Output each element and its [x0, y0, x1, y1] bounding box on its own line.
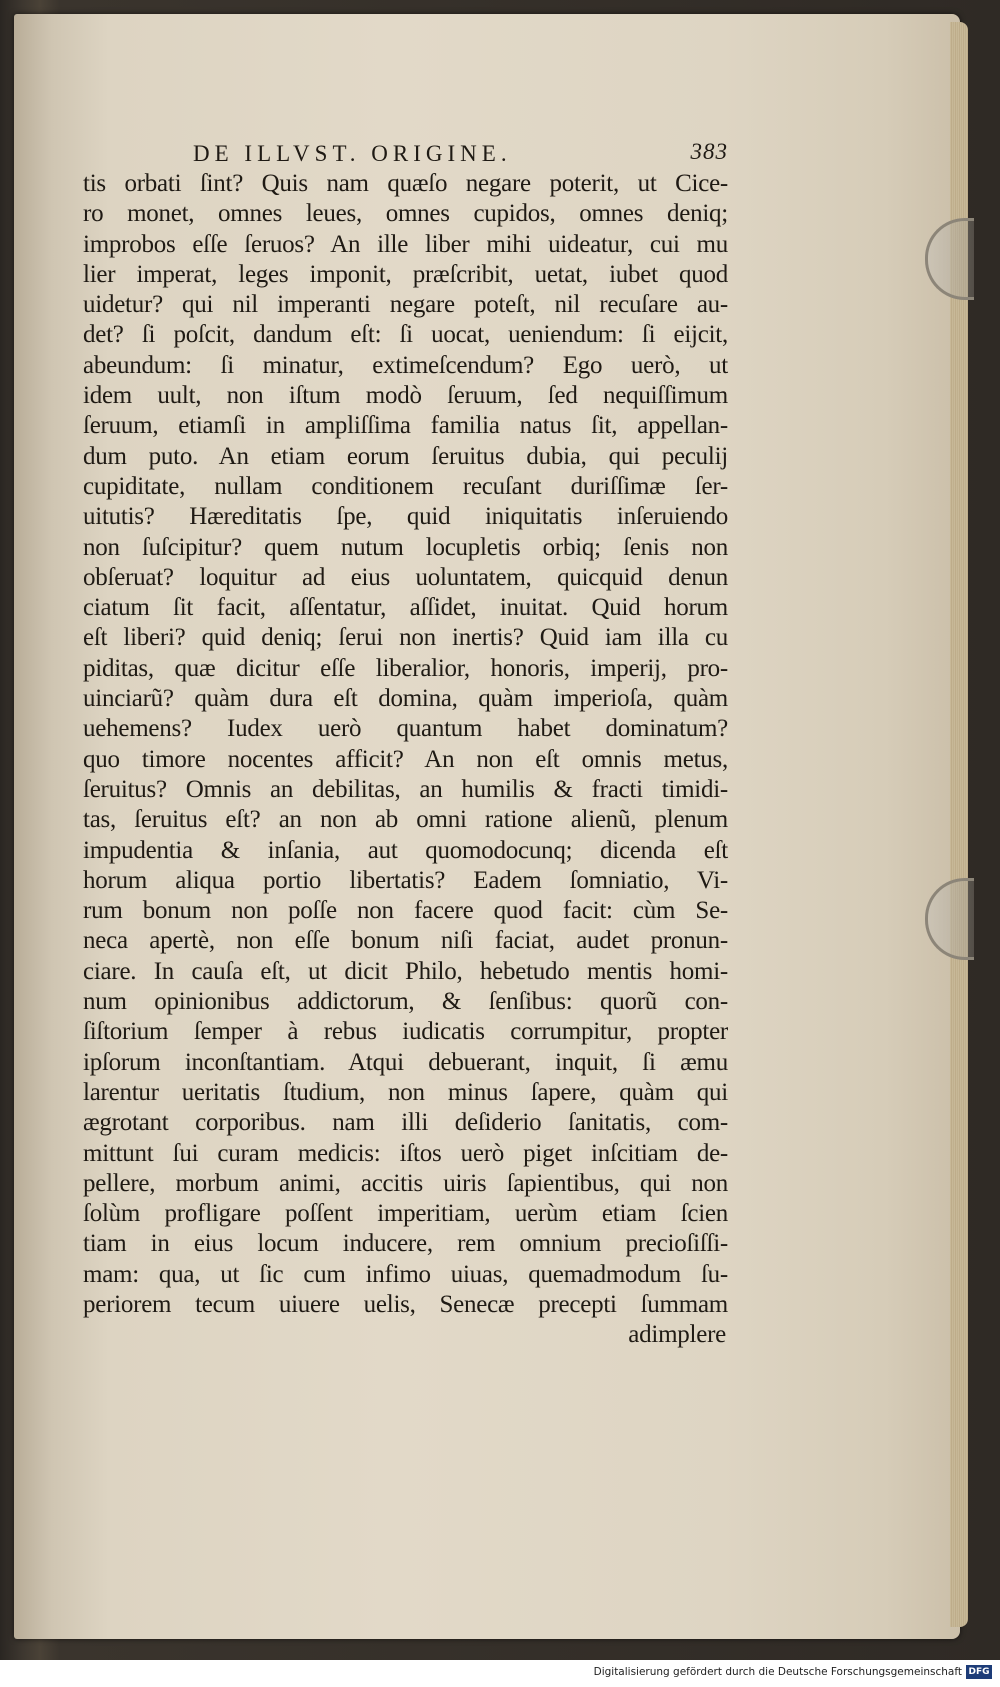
text-line: mam: qua, ut ſic cum infimo uiuas, quemadmodum ſu-: [83, 1260, 728, 1288]
text-line: uitutis? Hæreditatis ſpe, quid iniquitatis inſeruiendo: [83, 503, 728, 531]
text-line: tis orbati ſint? Quis nam quæſo negare poterit, ut Cice-: [83, 170, 728, 197]
text-line: lier imperat, leges imponit, præſcribit, uetat, iubet quod: [83, 260, 728, 288]
text-line: dum puto. An etiam eorum ſeruitus dubia, qui peculij: [83, 442, 728, 470]
text-line: tas, ſeruitus eſt? an non ab omni ratione alienũ, plenum: [83, 806, 728, 834]
text-line: tiam in eius locum inducere, rem omnium precioſiſſi-: [83, 1230, 728, 1258]
text-line: ciatum ſit facit, aſſentatur, aſſidet, inuitat. Quid horum: [83, 594, 728, 622]
footer-bar: [0, 1660, 1000, 1687]
text-line: impudentia & inſania, aut quomodocunq; dicenda eſt: [83, 836, 728, 864]
text-line: mittunt ſui curam medicis: iſtos uerò piget inſcitiam de-: [83, 1139, 728, 1167]
text-line: obſeruat? loquitur ad eius uoluntatem, quicquid denun: [83, 563, 728, 591]
text-line: horum aliqua portio libertatis? Eadem ſomniatio, Vi-: [83, 866, 728, 894]
text-line: ſiſtorium ſemper à rebus iudicatis corrumpitur, propter: [83, 1018, 728, 1046]
text-line: uidetur? qui nil imperanti negare poteſt, nil recuſare au-: [83, 291, 728, 319]
text-line: uehemens? Iudex uerò quantum habet dominatum?: [83, 715, 728, 743]
text-line: rum bonum non poſſe non facere quod facit: cùm Se-: [83, 897, 728, 925]
text-line: ægrotant corporibus. nam illi deſiderio ſanitatis, com-: [83, 1109, 728, 1137]
text-block: [83, 139, 728, 1351]
running-head-title: DE ILLVST. ORIGINE.: [193, 141, 512, 166]
text-line: det? ſi poſcit, dandum eſt: ſi uocat, ueniendum: ſi eijcit,: [83, 321, 728, 349]
text-line: periorem tecum uiuere uelis, Senecæ precepti ſummam: [83, 1290, 728, 1318]
footer-credit: Digitalisierung gefördert durch die Deutsche Forschungsgemeinschaft: [593, 1666, 962, 1678]
text-line: pellere, morbum animi, accitis uiris ſapientibus, qui non: [83, 1169, 728, 1197]
text-line: ſeruum, etiamſi in ampliſſima familia natus ſit, appellan-: [83, 412, 728, 440]
text-line: ſeruitus? Omnis an debilitas, an humilis & fracti timidi-: [83, 775, 728, 803]
page-number: 383: [690, 139, 728, 164]
text-line: piditas, quæ dicitur eſſe liberalior, honoris, imperij, pro-: [83, 654, 728, 682]
text-line: idem uult, non iſtum modò ſeruum, ſed nequiſſimum: [83, 382, 728, 410]
text-line: uinciarũ? quàm dura eſt domina, quàm imperioſa, quàm: [83, 685, 728, 713]
text-line: ipſorum inconſtantiam. Atqui debuerant, inquit, ſi æmu: [83, 1048, 728, 1076]
text-line: quo timore nocentes afficit? An non eſt omnis metus,: [83, 745, 728, 773]
dfg-logo-icon: DFG: [966, 1665, 992, 1679]
running-head: [83, 139, 728, 169]
text-line: larentur ueritatis ſtudium, non minus ſapere, quàm qui: [83, 1078, 728, 1106]
catchword: adimplere: [628, 1321, 726, 1349]
text-line: eſt liberi? quid deniq; ſerui non inertis? Quid iam illa cu: [83, 624, 728, 652]
text-line: abeundum: ſi minatur, extimeſcendum? Ego uerò, ut: [83, 351, 728, 379]
text-line: ro monet, omnes leues, omnes cupidos, omnes deniq;: [83, 200, 728, 228]
text-line: neca apertè, non eſſe bonum niſi faciat, audet pronun-: [83, 927, 728, 955]
text-line: cupiditate, nullam conditionem recuſant duriſſimæ ſer-: [83, 472, 728, 500]
text-line: ciare. In cauſa eſt, ut dicit Philo, hebetudo mentis homi-: [83, 957, 728, 985]
body-text: [83, 169, 728, 1320]
text-line: num opinionibus addictorum, & ſenſibus: quorũ con-: [83, 988, 728, 1016]
text-line: ſolùm profligare poſſent imperitiam, uerùm etiam ſcien: [83, 1200, 728, 1228]
text-line: non ſuſcipitur? quem nutum locupletis orbiq; ſenis non: [83, 533, 728, 561]
text-line: improbos eſſe ſeruos? An ille liber mihi uideatur, cui mu: [83, 230, 728, 258]
